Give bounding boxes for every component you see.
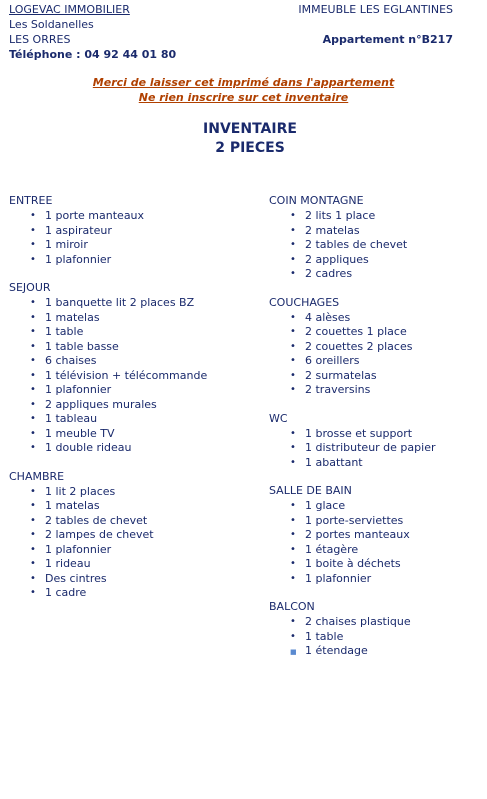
bullet-icon: • — [290, 630, 296, 642]
item-label: 1 miroir — [45, 238, 88, 251]
item-label: 1 distributeur de papier — [305, 441, 436, 454]
list-item — [9, 383, 239, 398]
item-label: 1 table — [305, 629, 344, 643]
bullet-icon: • — [290, 427, 296, 439]
item-label: 1 plafonnier — [305, 571, 372, 585]
address-line-2: LES ORRES — [9, 33, 71, 46]
item-label: 1 double rideau — [45, 441, 132, 454]
list-item — [269, 325, 487, 340]
item-label: 2 traversins — [305, 383, 371, 396]
item-label: 1 étagère — [305, 542, 359, 556]
item-label: 1 table basse — [45, 339, 119, 353]
list-item — [9, 369, 239, 384]
bullet-icon: • — [290, 543, 296, 555]
section-title: WC — [269, 411, 288, 425]
section-wc — [269, 412, 487, 471]
list-item — [269, 238, 487, 253]
list-item — [9, 557, 239, 572]
section-title: BALCON — [269, 600, 315, 613]
item-label: 1 brosse et support — [305, 426, 413, 440]
list-item — [9, 224, 239, 239]
bullet-icon: • — [290, 616, 296, 627]
bullet-icon: • — [290, 239, 296, 250]
item-label: 6 oreillers — [305, 354, 360, 367]
item-label: 2 appliques murales — [45, 397, 157, 411]
bullet-icon: • — [30, 311, 36, 323]
list-item — [269, 543, 487, 558]
item-label: 1 lit 2 places — [45, 484, 116, 498]
right-column — [269, 194, 487, 673]
section-balcon — [269, 600, 487, 659]
list-item — [269, 630, 487, 645]
notice — [0, 75, 487, 105]
bullet-icon: • — [290, 326, 296, 337]
apartment-number: Appartement n°B217 — [322, 33, 453, 46]
bullet-icon: • — [30, 355, 36, 366]
property-block — [298, 2, 453, 47]
bullet-icon: • — [290, 500, 296, 511]
notice-line-1: Merci de laisser cet imprimé dans l'appartement — [92, 76, 395, 89]
item-list — [269, 311, 487, 398]
bullet-icon: • — [290, 268, 296, 279]
section-entree — [9, 194, 239, 267]
bullet-icon: • — [30, 500, 36, 511]
item-label: 2 lampes de chevet — [45, 528, 154, 541]
bullet-icon: • — [290, 529, 296, 540]
list-item — [269, 267, 487, 282]
left-column — [9, 194, 239, 615]
section-title: COUCHAGES — [269, 295, 340, 309]
section-coin-montagne — [269, 194, 487, 282]
item-label: 1 abattant — [305, 455, 363, 469]
title-line-2: 2 PIECES — [215, 140, 285, 156]
item-label: 1 boite à déchets — [305, 557, 401, 570]
section-chambre — [9, 470, 239, 601]
item-label: 2 portes manteaux — [305, 528, 410, 541]
list-item — [9, 311, 239, 326]
item-label: 1 meuble TV — [45, 426, 115, 440]
item-list — [269, 427, 487, 471]
item-label: 6 chaises — [45, 354, 97, 367]
list-item — [9, 499, 239, 514]
item-label: 1 tableau — [45, 412, 98, 425]
item-label: 1 table — [45, 325, 84, 338]
list-item — [269, 253, 487, 268]
item-label: 2 chaises plastique — [305, 615, 411, 628]
section-salle-de-bain — [269, 484, 487, 586]
item-label: 2 surmatelas — [305, 368, 377, 382]
bullet-icon: • — [30, 529, 36, 540]
bullet-icon: • — [290, 355, 296, 366]
list-item — [269, 557, 487, 572]
bullet-icon: • — [30, 543, 36, 555]
list-item — [269, 209, 487, 224]
item-label: Des cintres — [45, 571, 107, 585]
item-label: 1 rideau — [45, 557, 91, 570]
building-name: IMMEUBLE LES EGLANTINES — [298, 3, 453, 16]
list-item — [9, 398, 239, 413]
bullet-icon: • — [290, 456, 296, 468]
list-item — [9, 354, 239, 369]
item-list — [9, 485, 239, 601]
item-label: 2 matelas — [305, 223, 360, 237]
bullet-icon: • — [290, 572, 296, 584]
item-label: 2 tables de chevet — [305, 238, 408, 251]
item-label: 2 couettes 1 place — [305, 325, 407, 338]
item-label: 4 alèses — [305, 310, 351, 324]
item-label: 2 tables de chevet — [45, 513, 148, 527]
section-title: ENTREE — [9, 194, 53, 207]
section-title: COIN MONTAGNE — [269, 194, 364, 207]
item-label: 1 matelas — [45, 499, 100, 512]
list-item — [9, 441, 239, 456]
bullet-icon: • — [30, 239, 36, 250]
item-label: 1 aspirateur — [45, 223, 112, 237]
item-list — [269, 615, 487, 659]
list-item — [9, 427, 239, 442]
square-bullet-icon: ■ — [290, 648, 297, 656]
page-title — [0, 120, 487, 158]
bullet-icon: • — [30, 514, 36, 526]
bullet-icon: • — [30, 485, 36, 497]
list-item — [9, 528, 239, 543]
bullet-icon: • — [30, 413, 36, 424]
section-title: SEJOUR — [9, 281, 51, 294]
bullet-icon: • — [30, 398, 36, 410]
list-item — [269, 354, 487, 369]
list-item — [269, 644, 487, 659]
bullet-icon: • — [290, 224, 296, 236]
address-line-1: Les Soldanelles — [9, 18, 94, 31]
bullet-icon: • — [290, 514, 296, 526]
title-line-1: INVENTAIRE — [203, 121, 297, 137]
section-sejour — [9, 281, 239, 456]
item-label: 1 porte-serviettes — [305, 513, 404, 527]
bullet-icon: • — [290, 384, 296, 395]
list-item — [9, 543, 239, 558]
bullet-icon: • — [30, 326, 36, 337]
list-item — [269, 427, 487, 442]
item-label: 1 glace — [305, 499, 346, 512]
list-item — [269, 383, 487, 398]
bullet-icon: • — [30, 442, 36, 453]
list-item — [9, 296, 239, 311]
phone-number: Téléphone : 04 92 44 01 80 — [9, 48, 177, 61]
bullet-icon: • — [290, 369, 296, 381]
list-item — [269, 369, 487, 384]
bullet-icon: • — [30, 572, 36, 584]
bullet-icon: • — [290, 442, 296, 453]
item-label: 2 lits 1 place — [305, 209, 376, 222]
item-label: 1 cadre — [45, 586, 87, 599]
bullet-icon: • — [30, 558, 36, 569]
bullet-icon: • — [30, 427, 36, 439]
bullet-icon: • — [290, 558, 296, 569]
bullet-icon: • — [290, 311, 296, 323]
list-item — [9, 514, 239, 529]
item-label: 2 couettes 2 places — [305, 339, 413, 353]
list-item — [9, 209, 239, 224]
list-item — [269, 514, 487, 529]
item-label: 1 porte manteaux — [45, 209, 145, 222]
item-label: 2 appliques — [305, 252, 369, 266]
bullet-icon: • — [30, 210, 36, 221]
bullet-icon: • — [30, 369, 36, 381]
section-title: CHAMBRE — [9, 469, 65, 483]
list-item — [9, 485, 239, 500]
list-item — [269, 441, 487, 456]
bullet-icon: • — [30, 297, 36, 308]
list-item — [269, 572, 487, 587]
item-label: 2 cadres — [305, 267, 353, 280]
list-item — [269, 456, 487, 471]
agency-block — [9, 2, 176, 62]
bullet-icon: • — [30, 253, 36, 265]
list-item — [9, 572, 239, 587]
item-label: 1 plafonnier — [45, 252, 112, 266]
item-label: 1 plafonnier — [45, 383, 112, 396]
item-label: 1 banquette lit 2 places BZ — [45, 296, 195, 309]
list-item — [269, 224, 487, 239]
bullet-icon: • — [290, 340, 296, 352]
bullet-icon: • — [30, 587, 36, 598]
list-item — [269, 499, 487, 514]
list-item — [9, 238, 239, 253]
list-item — [269, 311, 487, 326]
list-item — [9, 340, 239, 355]
bullet-icon: • — [30, 384, 36, 395]
list-item — [269, 528, 487, 543]
item-list — [9, 209, 239, 267]
item-list — [269, 209, 487, 282]
company-name: LOGEVAC IMMOBILIER — [9, 3, 130, 16]
item-list — [269, 499, 487, 586]
item-label: 1 matelas — [45, 310, 100, 324]
bullet-icon: • — [290, 210, 296, 221]
bullet-icon: • — [30, 340, 36, 352]
list-item — [9, 325, 239, 340]
bullet-icon: • — [30, 224, 36, 236]
item-list — [9, 296, 239, 456]
item-label: 1 plafonnier — [45, 542, 112, 556]
list-item — [9, 412, 239, 427]
item-label: 1 télévision + télécommande — [45, 368, 208, 382]
section-title: SALLE DE BAIN — [269, 484, 352, 497]
list-item — [9, 253, 239, 268]
item-label: 1 étendage — [305, 644, 368, 657]
section-couchages — [269, 296, 487, 398]
bullet-icon: • — [290, 253, 296, 265]
list-item — [269, 615, 487, 630]
notice-line-2: Ne rien inscrire sur cet inventaire — [138, 91, 349, 104]
list-item — [269, 340, 487, 355]
list-item — [9, 586, 239, 601]
